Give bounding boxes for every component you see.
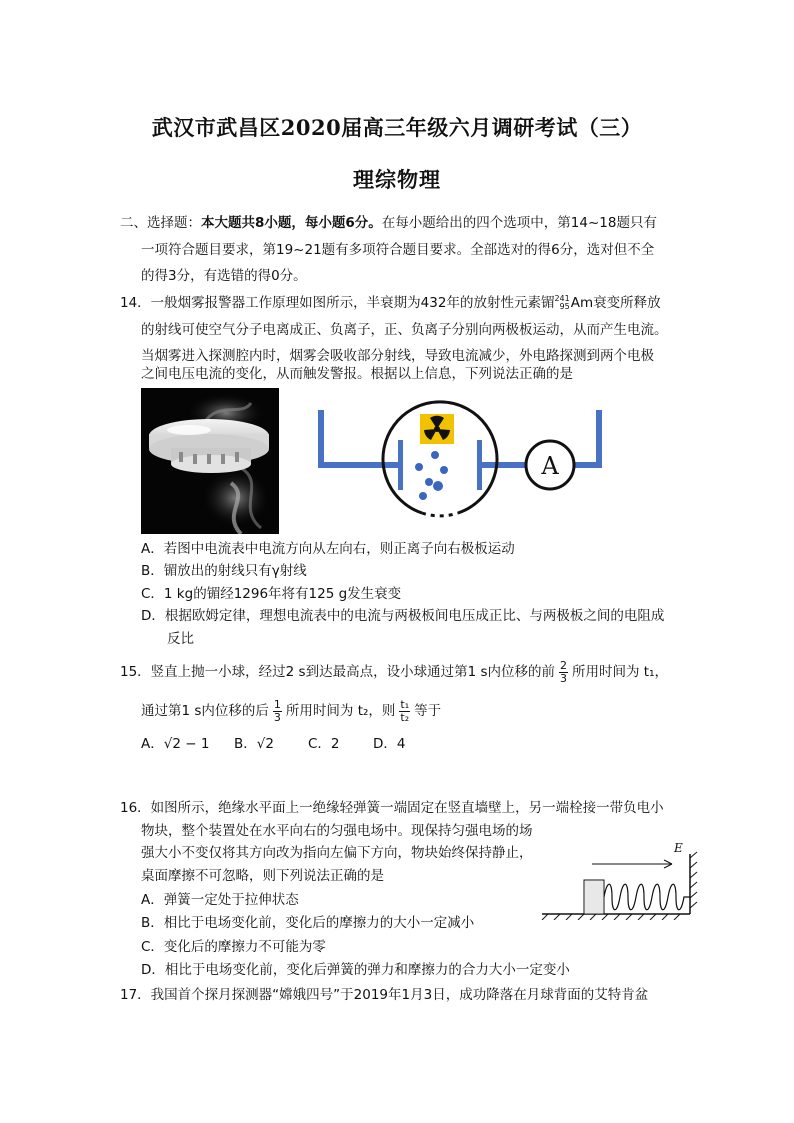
fraction-denominator: 3 <box>560 671 568 685</box>
q16-line-4: 桌面摩擦不可忽略，则下列说法正确的是 <box>141 868 384 884</box>
q14-option-d-continued: 反比 <box>167 631 194 647</box>
q17-line-1: 17．我国首个探月探测器“嫦娥四号”于2019年1月3日，成功降落在月球背面的艾特肯盆 <box>120 987 649 1003</box>
q14-line-2: 的射线可使空气分子电离成正、负离子，正、负离子分别向两极板运动，从而产生电流。 <box>141 322 668 338</box>
left-electrode-plate <box>398 440 403 490</box>
ratio-numerator: t₁ <box>400 697 410 711</box>
fraction-denominator: 3 <box>273 710 281 724</box>
q15-text-3: 所用时间为 t₂，则 <box>285 703 396 719</box>
q15-line-1 <box>120 658 668 686</box>
exam-subtitle: 理综物理 <box>353 167 441 192</box>
q15-text: 15．竖直上抛一小球，经过2 s到达最高点，设小球通过第1 s内位移的前 <box>120 664 556 680</box>
q14-text-end: 衰变所释放 <box>593 295 661 311</box>
ammeter-label: A <box>541 452 559 480</box>
time-ratio <box>399 699 410 724</box>
electric-field-arrow <box>592 841 683 868</box>
section-instructions-line-2: 一项符合题目要求，第19~21题有多项符合题目要求。全部选对的得6分，选对但不全 <box>141 242 655 258</box>
q15-option-b: B．√2 <box>234 736 274 752</box>
q14-line-4: 之间电压电流的变化，从而触发警报。根据以上信息，下列说法正确的是 <box>141 366 573 382</box>
q14-option-d: D．根据欧姆定律，理想电流表中的电流与两极板间电压成正比、与两极板之间的电阻成 <box>141 608 665 624</box>
ratio-denominator: t₂ <box>400 710 410 724</box>
fraction-two-thirds <box>559 660 568 685</box>
section-instructions-line-3: 的得3分，有选错的得0分。 <box>141 268 307 284</box>
q14-option-a: A．若图中电流表中电流方向从左向右，则正离子向右极板运动 <box>141 541 515 557</box>
isotope-symbol: Am <box>570 295 594 311</box>
q15-text-end-2: 等于 <box>414 703 442 719</box>
q15-line-2 <box>141 697 441 725</box>
ionization-chamber-circuit <box>312 400 612 525</box>
q16-line-1: 16．如图所示，绝缘水平面上一绝缘轻弹簧一端固定在竖直墙壁上，另一端栓接一带负电小 <box>120 800 664 816</box>
isotope-mass-number: 241 <box>554 294 570 303</box>
fraction-numerator: 2 <box>560 658 568 672</box>
radiation-symbol-icon <box>420 414 454 444</box>
q14-line-3: 当烟雾进入探测腔内时，烟雾会吸收部分射线，导致电流减少，外电路探测到两个电极 <box>141 348 654 364</box>
isotope-atomic-number: 95 <box>559 302 570 311</box>
fraction-one-third <box>273 699 282 724</box>
q16-option-a: A．弹簧一定处于拉伸状态 <box>141 892 299 908</box>
field-label: E <box>674 841 683 855</box>
right-electrode-plate <box>477 440 482 490</box>
spring <box>604 884 690 910</box>
isotope-notation <box>554 295 569 311</box>
q16-line-2: 物块，整个装置处在水平向右的匀强电场中。现保持匀强电场的场 <box>141 823 533 839</box>
smoke-detector-photo <box>141 388 279 534</box>
q14-option-c: C．1 kg的镅经1296年将有125 g发生衰变 <box>141 586 402 602</box>
q15-option-d: D．4 <box>373 736 406 752</box>
q14-text: 14．一般烟雾报警器工作原理如图所示，半衰期为432年的放射性元素镅 <box>120 295 555 311</box>
spring-block-figure <box>540 840 700 920</box>
section-bold-text: 本大题共8小题，每小题6分。 <box>201 215 382 231</box>
q15-option-a: A．√2 − 1 <box>141 736 210 752</box>
section-text: 在每小题给出的四个选项中，第14~18题只有 <box>381 215 657 231</box>
ion-particles <box>415 451 448 500</box>
q16-option-d: D．相比于电场变化前，变化后弹簧的弹力和摩擦力的合力大小一定变小 <box>141 962 570 978</box>
q14-line-1 <box>120 293 661 313</box>
section-heading: 二、选择题： <box>120 215 201 231</box>
ammeter <box>526 441 574 489</box>
fraction-numerator: 1 <box>273 697 281 711</box>
q16-option-b: B．相比于电场变化前，变化后的摩擦力的大小一定减小 <box>141 915 475 931</box>
q16-line-3: 强大小不变仅将其方向改为指向左偏下方向，物块始终保持静止， <box>141 845 533 861</box>
exam-title: 武汉市武昌区2020届高三年级六月调研考试（三） <box>151 115 643 140</box>
ground-surface <box>542 914 690 920</box>
q15-option-c: C．2 <box>308 736 340 752</box>
q15-text-2: 通过第1 s内位移的后 <box>141 703 269 719</box>
section-instructions-line-1 <box>120 213 657 233</box>
q15-text-end: 所用时间为 t₁， <box>572 664 669 680</box>
wall <box>690 852 697 914</box>
q16-option-c: C．变化后的摩擦力不可能为零 <box>141 939 326 955</box>
charged-block <box>584 880 604 914</box>
q14-option-b: B．镅放出的射线只有γ射线 <box>141 563 307 579</box>
